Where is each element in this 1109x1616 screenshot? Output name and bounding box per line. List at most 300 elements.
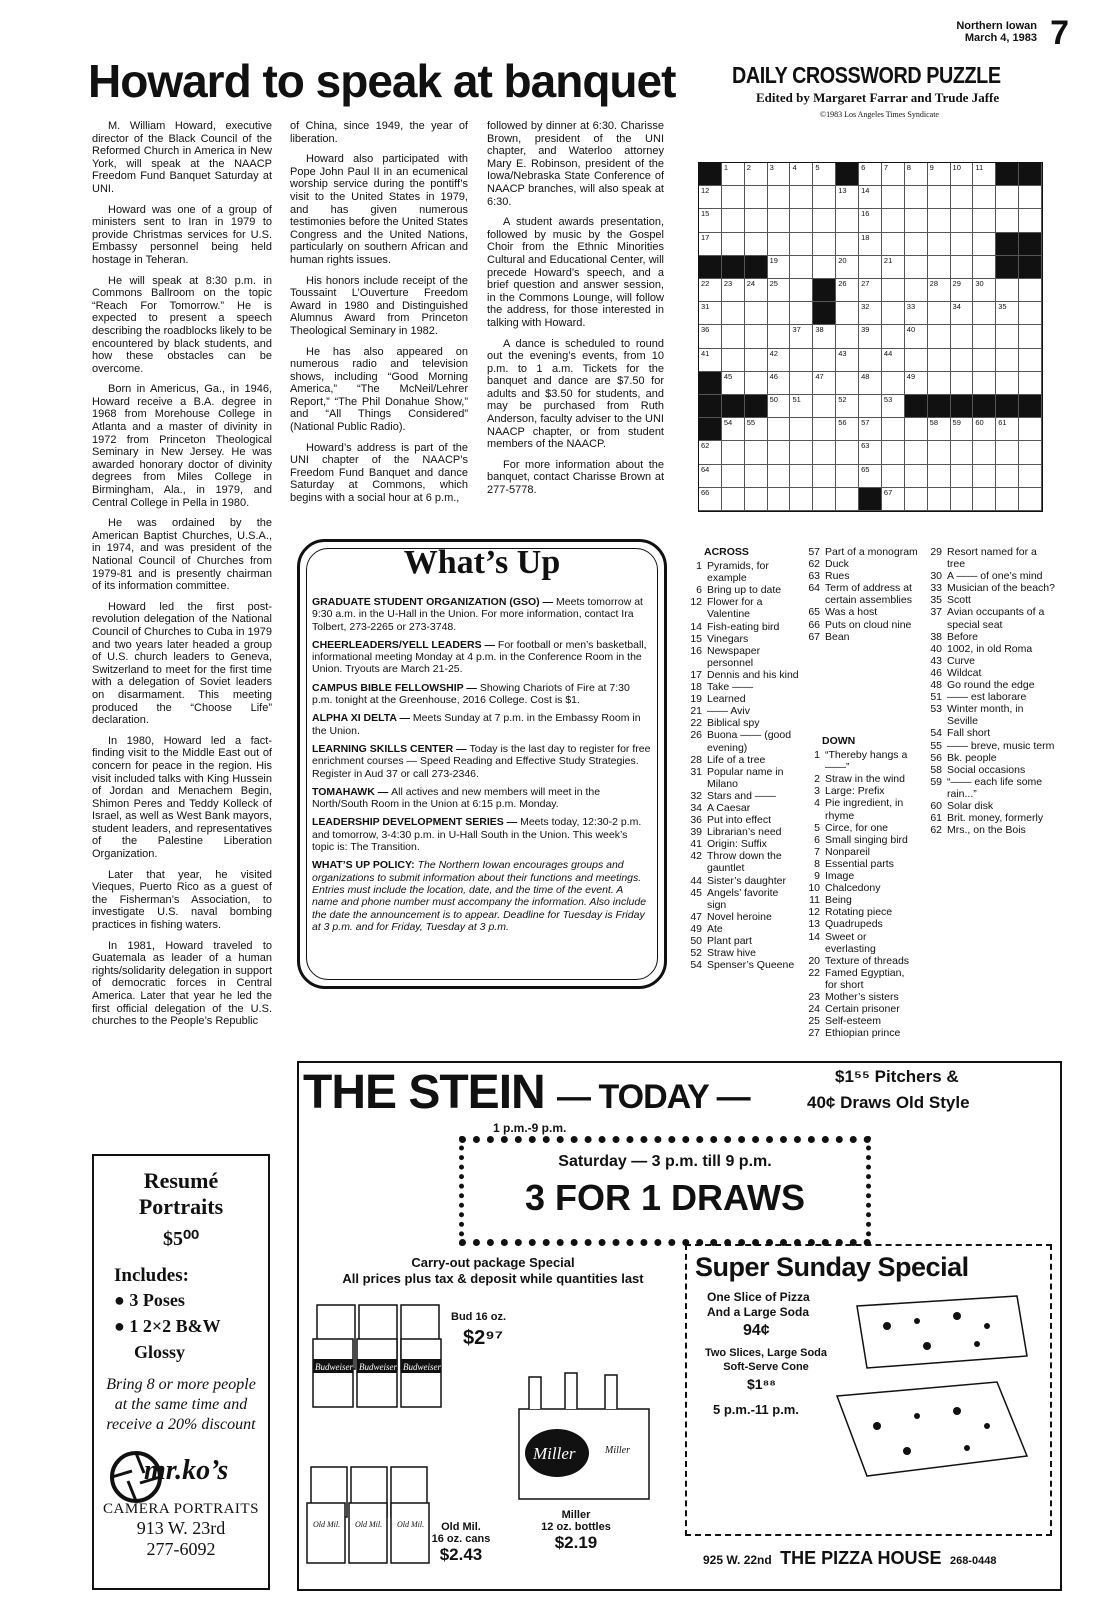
crossword-cell-number: 3	[769, 163, 774, 172]
crossword-cell[interactable]	[928, 488, 951, 511]
crossword-cell[interactable]	[790, 488, 813, 511]
crossword-cell[interactable]	[905, 441, 928, 464]
crossword-cell[interactable]	[973, 488, 996, 511]
crossword-cell[interactable]	[973, 302, 996, 325]
crossword-cell[interactable]	[973, 209, 996, 232]
crossword-cell[interactable]	[699, 325, 722, 348]
crossword-cell[interactable]	[859, 163, 882, 186]
clue-number: 2	[814, 773, 820, 786]
clue-text: Small singing bird	[825, 833, 908, 846]
across-clues-2	[798, 546, 918, 643]
clue-text: “—— each life some rain...”	[947, 775, 1043, 800]
crossword-cell[interactable]	[928, 186, 951, 209]
crossword-cell[interactable]	[699, 465, 722, 488]
crossword-cell[interactable]	[768, 279, 791, 302]
crossword-cell[interactable]	[813, 372, 836, 395]
crossword-cell[interactable]	[996, 302, 1019, 325]
crossword-cell[interactable]	[768, 233, 791, 256]
crossword-cell[interactable]	[722, 488, 745, 511]
clue-text: Put into effect	[707, 814, 772, 827]
crossword-black-square	[745, 395, 768, 418]
crossword-cell[interactable]	[973, 465, 996, 488]
crossword-clue	[798, 570, 918, 582]
crossword-cell[interactable]	[996, 418, 1019, 441]
crossword-cell-number: 6	[861, 163, 866, 172]
crossword-cell-number: 37	[792, 325, 801, 335]
clue-number: 55	[930, 739, 942, 752]
crossword-cell[interactable]	[859, 441, 882, 464]
crossword-cell[interactable]	[951, 349, 974, 372]
crossword-cell[interactable]	[973, 325, 996, 348]
crossword-cell[interactable]	[699, 349, 722, 372]
clue-text: Angels’ favorite sign	[707, 886, 779, 911]
crossword-cell[interactable]	[768, 256, 791, 279]
crossword-cell[interactable]	[790, 186, 813, 209]
crossword-cell-number: 67	[883, 487, 893, 497]
crossword-cell[interactable]	[1019, 349, 1042, 372]
crossword-clue	[680, 633, 800, 645]
crossword-cell[interactable]	[745, 279, 768, 302]
crossword-cell[interactable]	[859, 325, 882, 348]
clue-number: 49	[690, 922, 702, 935]
crossword-cell[interactable]	[1019, 465, 1042, 488]
crossword-cell[interactable]	[859, 209, 882, 232]
crossword-cell[interactable]	[813, 418, 836, 441]
crossword-cell[interactable]	[882, 488, 905, 511]
crossword-cell-number: 40	[906, 325, 916, 335]
article-paragraph: Howard also participated with Pope John Paul II in an ecumenical worship service during the pontiff’s visit to the United States in 1979, and has given numerous testimonies before the United States Congress and the United Nations, particularly on southern African and human rights issues.	[290, 153, 468, 266]
crossword-cell[interactable]	[1019, 186, 1042, 209]
crossword-cell[interactable]	[790, 465, 813, 488]
clue-text: Sweet or everlasting	[825, 930, 876, 955]
clue-text: Avian occupants of a special seat	[947, 606, 1045, 631]
clue-text: Essential parts	[825, 857, 894, 870]
crossword-cell[interactable]	[951, 488, 974, 511]
oldmil-name: Old Mil.	[441, 1521, 481, 1533]
crossword-clue	[680, 802, 800, 814]
crossword-cell[interactable]	[790, 256, 813, 279]
crossword-cell[interactable]	[836, 302, 859, 325]
clue-number: 11	[809, 894, 820, 907]
crossword-cell[interactable]	[813, 186, 836, 209]
article-paragraph: A dance is scheduled to round out the evening’s events, from 10 p.m. to 1 a.m. Tickets for the banquet and dance are $7.50 for adults and $3.50 for students, and may be purchased from Ruth Anderson, faculty adviser to the UNI NAACP chapter, or from student members of the NAACP.	[487, 337, 664, 451]
crossword-cell[interactable]	[882, 233, 905, 256]
crossword-cell[interactable]	[973, 372, 996, 395]
crossword-cell[interactable]	[836, 372, 859, 395]
crossword-cell[interactable]	[1019, 302, 1042, 325]
crossword-cell[interactable]	[768, 488, 791, 511]
crossword-cell[interactable]	[722, 209, 745, 232]
clue-text: Spenser’s Queene	[707, 959, 795, 972]
crossword-cell[interactable]	[790, 279, 813, 302]
crossword-cell[interactable]	[722, 233, 745, 256]
crossword-cell[interactable]	[699, 233, 722, 256]
crossword-cell[interactable]	[813, 233, 836, 256]
crossword-cell[interactable]	[790, 372, 813, 395]
crossword-cell[interactable]	[1019, 441, 1042, 464]
crossword-cell[interactable]	[951, 441, 974, 464]
whats-up-item-heading: CHEERLEADERS/YELL LEADERS —	[312, 638, 498, 651]
crossword-cell-number: 8	[906, 163, 911, 172]
crossword-cell[interactable]	[859, 418, 882, 441]
crossword-cell[interactable]	[973, 233, 996, 256]
crossword-clue	[798, 882, 918, 894]
crossword-cell[interactable]	[973, 441, 996, 464]
crossword-cell[interactable]	[745, 418, 768, 441]
crossword-cell[interactable]	[745, 209, 768, 232]
stein-draws: 40¢ Draws Old Style	[807, 1093, 970, 1112]
crossword-cell[interactable]	[973, 186, 996, 209]
crossword-cell[interactable]	[928, 441, 951, 464]
crossword-cell[interactable]	[905, 465, 928, 488]
crossword-black-square	[699, 418, 722, 441]
crossword-cell[interactable]	[882, 302, 905, 325]
crossword-cell[interactable]	[882, 372, 905, 395]
crossword-cell[interactable]	[951, 186, 974, 209]
crossword-cell[interactable]	[699, 279, 722, 302]
crossword-cell-number: 16	[861, 209, 870, 219]
crossword-cell[interactable]	[973, 349, 996, 372]
crossword-clue	[798, 1015, 918, 1027]
crossword-cell[interactable]	[768, 163, 791, 186]
whats-up-item-heading: ALPHA XI DELTA —	[312, 712, 413, 725]
crossword-cell[interactable]	[951, 325, 974, 348]
crossword-black-square	[859, 488, 882, 511]
crossword-cell[interactable]	[699, 488, 722, 511]
crossword-cell[interactable]	[745, 488, 768, 511]
clue-number: 4	[814, 797, 820, 810]
crossword-cell[interactable]	[928, 233, 951, 256]
resume-bullet-2-text: 1 2×2 B&W	[129, 1316, 221, 1336]
crossword-cell[interactable]	[813, 395, 836, 418]
crossword-cell[interactable]	[813, 349, 836, 372]
clue-text: Dennis and his kind	[707, 668, 799, 681]
crossword-cell[interactable]	[951, 163, 974, 186]
crossword-cell[interactable]	[745, 441, 768, 464]
crossword-cell[interactable]	[882, 209, 905, 232]
crossword-cell[interactable]	[768, 395, 791, 418]
crossword-cell[interactable]	[745, 233, 768, 256]
crossword-cell[interactable]	[745, 186, 768, 209]
crossword-cell[interactable]	[859, 395, 882, 418]
clue-text: “Thereby hangs a ——”	[825, 749, 908, 774]
crossword-cell[interactable]	[722, 279, 745, 302]
crossword-cell[interactable]	[745, 465, 768, 488]
crossword-cell[interactable]	[745, 302, 768, 325]
crossword-cell[interactable]	[836, 256, 859, 279]
crossword-cell[interactable]	[859, 465, 882, 488]
crossword-cell[interactable]	[813, 488, 836, 511]
crossword-cell[interactable]	[790, 349, 813, 372]
clue-text: Pie ingredient, in rhyme	[825, 797, 904, 822]
crossword-cell[interactable]	[905, 372, 928, 395]
crossword-cell[interactable]	[973, 418, 996, 441]
crossword-cell[interactable]	[745, 349, 768, 372]
crossword-cell-number: 53	[883, 395, 893, 404]
crossword-cell[interactable]	[1019, 279, 1042, 302]
crossword-cell[interactable]	[836, 418, 859, 441]
crossword-black-square	[928, 395, 951, 418]
crossword-cell[interactable]	[699, 209, 722, 232]
crossword-cell[interactable]	[973, 279, 996, 302]
crossword-cell[interactable]	[1019, 372, 1042, 395]
crossword-cell[interactable]	[905, 279, 928, 302]
crossword-cell-number: 1	[723, 163, 729, 172]
crossword-cell[interactable]	[836, 325, 859, 348]
crossword-cell[interactable]	[813, 209, 836, 232]
crossword-cell[interactable]	[905, 325, 928, 348]
crossword-cell[interactable]	[951, 372, 974, 395]
crossword-cell[interactable]	[836, 279, 859, 302]
crossword-cell[interactable]	[882, 418, 905, 441]
crossword-cell[interactable]	[722, 302, 745, 325]
whats-up-title: What’s Up	[403, 544, 561, 581]
crossword-clue	[680, 911, 800, 923]
crossword-cell[interactable]	[951, 256, 974, 279]
crossword-cell[interactable]	[790, 233, 813, 256]
crossword-cell[interactable]	[905, 349, 928, 372]
crossword-cell[interactable]	[722, 418, 745, 441]
article-paragraph: He was ordained by the American Baptist Churches, U.S.A., in 1974, and was president of the National Council of Churches from 1979-81 and is presently chairman of its information committee.	[92, 517, 272, 593]
crossword-clue	[798, 1027, 918, 1039]
crossword-cell[interactable]	[973, 163, 996, 186]
resume-price: $5⁰⁰	[162, 1228, 200, 1250]
crossword-cell[interactable]	[928, 465, 951, 488]
crossword-cell-number: 7	[883, 163, 889, 172]
crossword-clue	[920, 570, 1055, 582]
clue-text: Ethiopian prince	[825, 1027, 901, 1040]
clue-number: 50	[690, 935, 702, 947]
crossword-cell-number: 45	[723, 371, 733, 381]
crossword-cell[interactable]	[836, 349, 859, 372]
crossword-cell[interactable]	[722, 163, 745, 186]
whats-up-item	[312, 816, 652, 853]
crossword-cell[interactable]	[951, 233, 974, 256]
clue-number: 27	[808, 1027, 820, 1040]
crossword-cell[interactable]	[813, 163, 836, 186]
crossword-cell[interactable]	[722, 349, 745, 372]
crossword-cell[interactable]	[951, 279, 974, 302]
clue-number: 23	[808, 990, 820, 1003]
crossword-cell-number: 35	[998, 302, 1007, 312]
crossword-cell[interactable]	[836, 488, 859, 511]
crossword-cell[interactable]	[768, 349, 791, 372]
stein-promo: 3 FOR 1 DRAWS	[524, 1177, 806, 1218]
crossword-cell[interactable]	[813, 465, 836, 488]
can-label: Budweiser	[315, 1362, 353, 1372]
crossword-cell[interactable]	[973, 256, 996, 279]
crossword-cell[interactable]	[928, 256, 951, 279]
crossword-cell[interactable]	[699, 302, 722, 325]
crossword-cell[interactable]	[768, 302, 791, 325]
crossword-cell[interactable]	[1019, 488, 1042, 511]
crossword-cell[interactable]	[951, 302, 974, 325]
crossword-black-square	[996, 233, 1019, 256]
crossword-cell[interactable]	[928, 372, 951, 395]
miller-six-pack-illustration	[509, 1369, 659, 1509]
clue-text: Origin: Suffix	[707, 838, 767, 851]
crossword-cell[interactable]	[996, 349, 1019, 372]
crossword-cell[interactable]	[859, 302, 882, 325]
crossword-cell[interactable]	[951, 465, 974, 488]
crossword-cell[interactable]	[859, 349, 882, 372]
crossword-cell[interactable]	[996, 488, 1019, 511]
crossword-cell[interactable]	[882, 325, 905, 348]
crossword-cell[interactable]	[882, 465, 905, 488]
clue-number: 14	[690, 620, 702, 633]
crossword-black-square	[1019, 233, 1042, 256]
crossword-cell[interactable]	[836, 209, 859, 232]
crossword-cell[interactable]	[996, 209, 1019, 232]
crossword-cell[interactable]	[928, 279, 951, 302]
crossword-cell[interactable]	[722, 186, 745, 209]
crossword-clue	[680, 838, 800, 850]
crossword-cell[interactable]	[722, 372, 745, 395]
crossword-cell[interactable]	[882, 186, 905, 209]
can-label: Old Mil.	[397, 1520, 425, 1529]
crossword-cell[interactable]	[905, 418, 928, 441]
down-heading: DOWN	[822, 735, 856, 747]
crossword-cell[interactable]	[745, 372, 768, 395]
pizza-title: Super Sunday Special	[695, 1252, 969, 1282]
clue-number: 16	[690, 644, 702, 657]
clue-text: Fish-eating bird	[707, 620, 780, 633]
clue-text: Buona —— (good evening)	[707, 729, 792, 754]
clue-text: Plant part	[707, 935, 752, 947]
crossword-cell[interactable]	[905, 488, 928, 511]
crossword-cell[interactable]	[928, 325, 951, 348]
crossword-cell-number: 23	[723, 279, 733, 288]
crossword-cell[interactable]	[790, 163, 813, 186]
crossword-cell[interactable]	[836, 465, 859, 488]
crossword-cell[interactable]	[745, 325, 768, 348]
whats-up-items	[312, 596, 652, 939]
crossword-cell[interactable]	[722, 441, 745, 464]
crossword-cell[interactable]	[836, 395, 859, 418]
crossword-cell[interactable]	[882, 395, 905, 418]
crossword-cell[interactable]	[905, 209, 928, 232]
crossword-cell[interactable]	[928, 418, 951, 441]
down-clues-2	[920, 546, 1055, 836]
crossword-cell[interactable]	[745, 163, 768, 186]
crossword-cell[interactable]	[768, 209, 791, 232]
crossword-cell[interactable]	[813, 441, 836, 464]
crossword-clue	[798, 906, 918, 918]
clue-number: 17	[690, 668, 702, 681]
pizza-house-name: THE PIZZA HOUSE	[780, 1548, 942, 1568]
crossword-cell-number: 15	[701, 209, 710, 219]
crossword-clue	[920, 764, 1055, 776]
crossword-cell[interactable]	[768, 418, 791, 441]
crossword-cell[interactable]	[859, 233, 882, 256]
crossword-cell[interactable]	[996, 325, 1019, 348]
clue-number: 67	[808, 630, 820, 643]
miller-name: Miller	[561, 1509, 591, 1521]
crossword-cell[interactable]	[859, 279, 882, 302]
crossword-clue	[680, 923, 800, 935]
crossword-cell[interactable]	[699, 186, 722, 209]
crossword-cell[interactable]	[882, 256, 905, 279]
crossword-cell[interactable]	[790, 441, 813, 464]
crossword-cell[interactable]	[859, 256, 882, 279]
crossword-cell[interactable]	[882, 441, 905, 464]
crossword-cell[interactable]	[882, 349, 905, 372]
crossword-cell[interactable]	[996, 372, 1019, 395]
pizza-illustration	[827, 1286, 1037, 1486]
crossword-cell-number: 22	[701, 279, 710, 288]
crossword-cell[interactable]	[905, 302, 928, 325]
crossword-cell[interactable]	[996, 279, 1019, 302]
oldmil-price: $2.43	[439, 1545, 483, 1564]
crossword-cell[interactable]	[996, 441, 1019, 464]
crossword-cell-number: 34	[952, 302, 961, 312]
crossword-cell[interactable]	[928, 209, 951, 232]
crossword-cell[interactable]	[790, 209, 813, 232]
crossword-clue	[920, 691, 1055, 703]
crossword-cell[interactable]	[928, 302, 951, 325]
crossword-cell[interactable]	[790, 325, 813, 348]
crossword-cell[interactable]	[996, 186, 1019, 209]
crossword-cell[interactable]	[768, 186, 791, 209]
resume-title-line1: Resumé	[143, 1168, 219, 1193]
clue-text: Straw hive	[707, 947, 757, 960]
crossword-cell[interactable]	[859, 186, 882, 209]
clue-text: Large: Prefix	[825, 785, 885, 798]
crossword-cell[interactable]	[722, 325, 745, 348]
crossword-cell[interactable]	[790, 418, 813, 441]
crossword-cell[interactable]	[768, 441, 791, 464]
crossword-cell[interactable]	[836, 441, 859, 464]
crossword-cell[interactable]	[813, 256, 836, 279]
crossword-cell[interactable]	[768, 372, 791, 395]
crossword-cell-number: 29	[952, 279, 961, 288]
crossword-cell[interactable]	[905, 256, 928, 279]
crossword-cell[interactable]	[905, 163, 928, 186]
crossword-cell[interactable]	[905, 186, 928, 209]
crossword-cell[interactable]	[928, 163, 951, 186]
crossword-cell[interactable]	[928, 349, 951, 372]
crossword-grid[interactable]	[698, 162, 1043, 512]
crossword-cell[interactable]	[699, 441, 722, 464]
crossword-cell[interactable]	[790, 302, 813, 325]
crossword-cell[interactable]	[951, 418, 974, 441]
crossword-cell[interactable]	[836, 186, 859, 209]
stein-carryout	[313, 1255, 673, 1287]
bottle-label: Miller	[533, 1444, 576, 1463]
clue-number: 31	[690, 765, 702, 778]
crossword-cell[interactable]	[1019, 325, 1042, 348]
crossword-cell[interactable]	[1019, 418, 1042, 441]
crossword-clue	[680, 850, 800, 874]
crossword-clue	[680, 754, 800, 766]
crossword-cell[interactable]	[882, 279, 905, 302]
crossword-cell[interactable]	[951, 209, 974, 232]
clue-number: 14	[808, 930, 820, 943]
crossword-cell[interactable]	[1019, 209, 1042, 232]
crossword-cell[interactable]	[905, 233, 928, 256]
crossword-cell[interactable]	[813, 325, 836, 348]
crossword-cell[interactable]	[836, 233, 859, 256]
crossword-cell[interactable]	[996, 465, 1019, 488]
crossword-cell[interactable]	[768, 325, 791, 348]
crossword-cell[interactable]	[882, 163, 905, 186]
crossword-cell[interactable]	[790, 395, 813, 418]
crossword-cell[interactable]	[859, 372, 882, 395]
crossword-cell[interactable]	[722, 465, 745, 488]
bottle-label: Miller	[605, 1445, 630, 1456]
crossword-clue	[798, 797, 918, 821]
crossword-cell[interactable]	[768, 465, 791, 488]
